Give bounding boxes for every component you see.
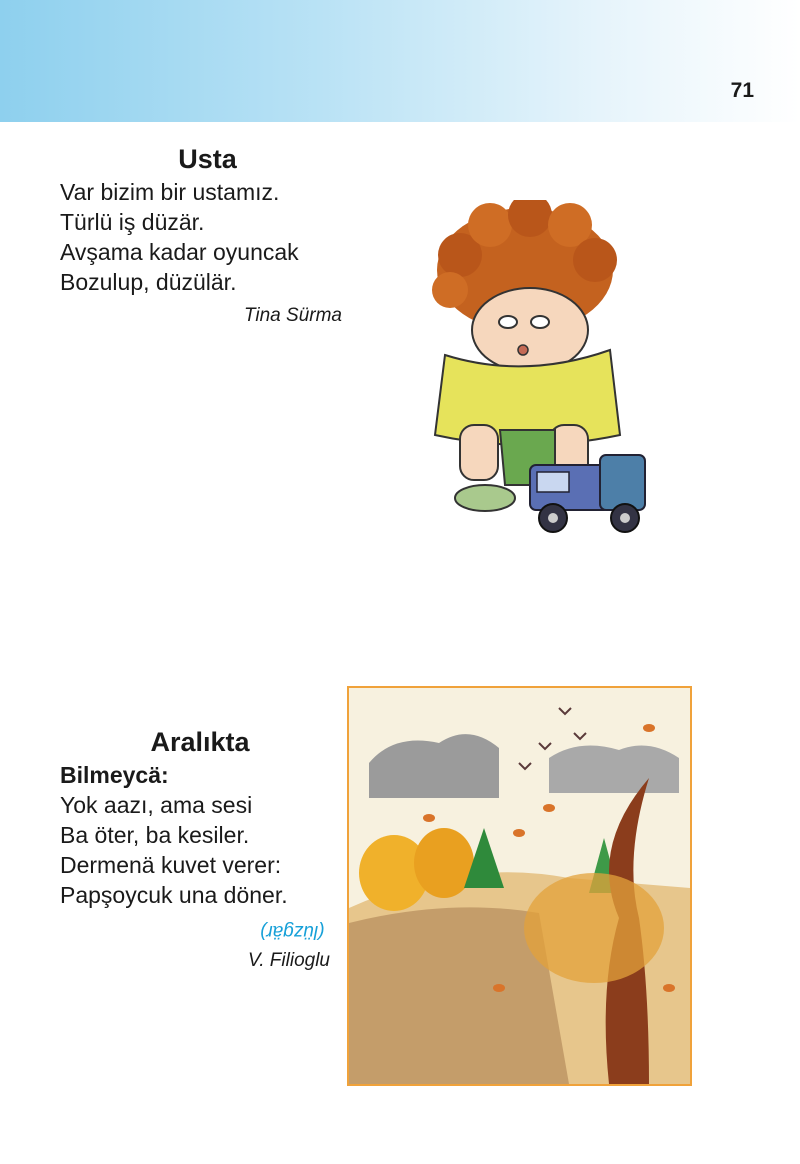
riddle-answer-upside-down: (lüzgär) [260,921,325,942]
header-band [0,0,800,122]
poem-line: Yok aazı, ama sesi [60,792,253,818]
poem-line: Avşama kadar oyuncak [60,239,299,265]
boy-right-eye [531,316,549,328]
poem-title: Aralıkta [150,727,250,757]
poem-line: Papşoycuk una döner. [60,882,288,908]
poem-aralikta [60,727,350,972]
toy-truck-icon [530,455,645,532]
boy-left-eye [499,316,517,328]
boy-left-arm [460,425,498,480]
autumn-scene-svg [349,688,690,1084]
page-number: 71 [730,79,754,102]
poem-line: Var bizim bir ustamız. [60,179,280,205]
boy-with-toy-truck-illustration [405,200,670,555]
poem-author: V. Filioglu [247,950,330,971]
poem-line: Bozulup, düzülär. [60,269,237,295]
poem-usta [60,144,350,327]
poem-line: Ba öter, ba kesiler. [60,822,250,848]
poem-title: Usta [178,144,237,174]
autumn-landscape-painting [347,686,692,1086]
poem-line: Türlü iş düzär. [60,209,205,235]
tree-foliage [524,873,664,983]
riddle-label: Bilmeycä: [60,762,169,788]
boy-shoe [455,485,515,511]
cloud-icon [549,746,679,794]
poem-author: Tina Sürma [243,305,342,326]
boy-mouth [518,345,528,355]
poem-line: Dermenä kuvet verer: [60,852,282,878]
boy-face [472,288,588,372]
